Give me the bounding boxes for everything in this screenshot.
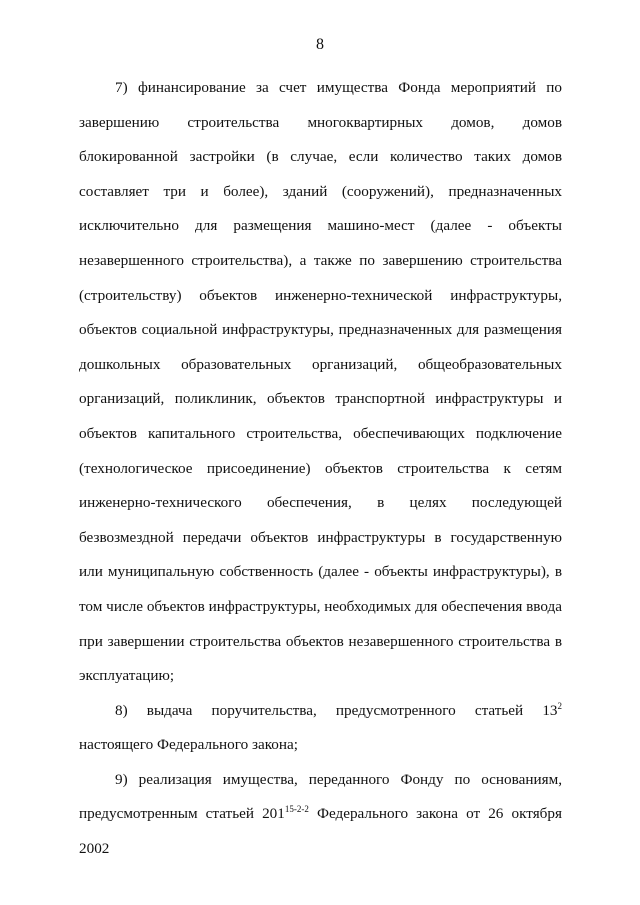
item-number: 7) [115, 79, 128, 96]
list-item-9 [79, 763, 562, 867]
list-item-8 [79, 694, 562, 763]
superscript: 15-2-2 [284, 804, 309, 815]
item-text: финансирование за счет имущества Фонда мероприятий по завершению строительства многоквартирных домов, домов блокированной застройки (в случае, если количество таких домов составляет три и более), зданий (сооружений), предназначенных исключительно для размещения машино-мест (далее - объекты незавершенного строительства), а также по завершению строительства (строительству) объектов инженерно-технической инфраструктуры, объектов социальной инфраструктуры, предназначенных для размещения дошкольных образовательных организаций, общеобразовательных организаций, поликлиник, объектов транспортной инфраструктуры и объектов капитального строительства, обеспечивающих подключение (технологическое присоединение) объектов строительства к сетям инженерно-технического обеспечения, в целях последующей безвозмездной передачи объектов инфраструктуры в государственную или муниципальную собственность (далее - объекты инфраструктуры), в том числе объектов инфраструктуры, необходимых для обеспечения ввода при завершении строительства объектов незавершенного строительства в эксплуатацию; [79, 79, 563, 685]
list-item-7 [79, 71, 562, 694]
item-number: 8) [115, 701, 128, 719]
superscript: 2 [557, 700, 563, 711]
item-text: выдача поручительства, предусмотренного статьей 13 [146, 701, 558, 719]
document-body [79, 71, 562, 867]
item-text-continued: настоящего Федерального закона; [79, 736, 298, 754]
item-number: 9) [115, 770, 128, 788]
item-text: реализация имущества, переданного Фонду по основаниям, предусмотренным статьей 201 [79, 770, 562, 823]
page-number: 8 [316, 36, 324, 53]
item-text-continued: Федерального закона от 26 октября 2002 [79, 805, 562, 858]
